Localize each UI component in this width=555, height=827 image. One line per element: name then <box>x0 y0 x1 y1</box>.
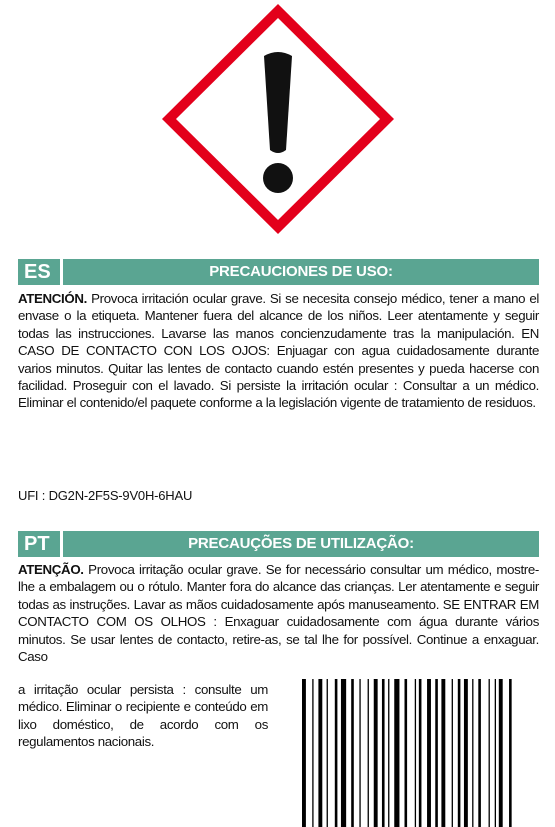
barcode-bar <box>388 679 389 827</box>
barcode-bar <box>499 679 503 827</box>
barcode-bar <box>495 679 496 827</box>
barcode-bar <box>478 679 481 827</box>
barcode-bar <box>382 679 385 827</box>
barcode-bar <box>318 679 322 827</box>
section-header-es <box>18 259 539 285</box>
precautions-text-pt-continued: a irritação ocular persista : consulte um médico. Eliminar o recipiente e conteúdo em lixo doméstico, de acordo com os regulamentos nacionais. <box>18 682 268 750</box>
barcode-bar <box>405 679 408 827</box>
barcode-bar <box>302 679 306 827</box>
barcode-bar <box>427 679 431 827</box>
barcode-bar <box>419 679 422 827</box>
warning-lead-es: ATENCIÓN. <box>18 291 87 306</box>
exclamation-mark-icon <box>158 0 398 238</box>
barcode-bar <box>312 679 313 827</box>
barcode-bar <box>327 679 328 827</box>
barcode-bar <box>441 679 445 827</box>
barcode-bar <box>359 679 360 827</box>
section-title-es: PRECAUCIONES DE USO: <box>63 259 539 285</box>
language-code-es: ES <box>18 259 60 285</box>
precautions-body-es: Provoca irritación ocular grave. Si se necesita consejo médico, tener a mano el envase o la etiqueta. Mantener fuera del alcance de los niños. Leer atentamente y seguir todas las instrucciones. Lavarse las manos concienzudamente tras la manipulación. EN CASO DE CONTACTO CON LOS OJOS: Enjuagar con agua cuidadosamente durante varios minutos. Quitar las lentes de contacto cuando estén presentes y pueda hacerse con facilidad. Proseguir con el lavado. Si persiste la irritación ocular : Consultar a un médico. Eliminar el contenido/el paquete conforme a la legislación vigente de tratamiento de residuos. <box>18 291 539 411</box>
precautions-body-pt: Provoca irritação ocular grave. Se for necessário consultar um médico, mostre-lhe a embalagem ou o rótulo. Manter fora do alcance das crianças. Ler atentamente e seguir todas as instruções. Lavar as mãos cuidadosamente após manuseamento. SE ENTRAR EM CONTACTO COM OS OLHOS : Enxaguar cuidadosamente com água durante vários minutos. Se usar lentes de contacto, retire-as, se tal lhe for possível. Continue a enxaguar. Caso <box>18 562 539 665</box>
hazard-pictogram <box>0 0 555 238</box>
language-code-pt: PT <box>18 531 60 557</box>
barcode-bar <box>472 679 473 827</box>
barcode-bar <box>368 679 369 827</box>
barcode-bar <box>341 679 346 827</box>
barcode-bar <box>351 679 354 827</box>
barcode-bar <box>394 679 399 827</box>
barcode-bar <box>374 679 378 827</box>
barcode-bar <box>435 679 438 827</box>
barcode-bar <box>415 679 416 827</box>
section-header-pt <box>18 531 539 557</box>
barcode-icon <box>300 679 540 827</box>
warning-lead-pt: ATENÇÃO. <box>18 562 84 577</box>
barcode-bar <box>464 679 468 827</box>
section-title-pt: PRECAUÇÕES DE UTILIZAÇÃO: <box>63 531 539 557</box>
barcode-bar <box>452 679 453 827</box>
barcode-bar <box>509 679 512 827</box>
barcode-bar <box>489 679 490 827</box>
ufi-code: UFI : DG2N-2F5S-9V0H-6HAU <box>18 488 193 503</box>
barcode-bar <box>458 679 461 827</box>
barcode-bar <box>335 679 338 827</box>
precautions-text-es <box>18 290 539 412</box>
precautions-text-pt <box>18 561 539 665</box>
